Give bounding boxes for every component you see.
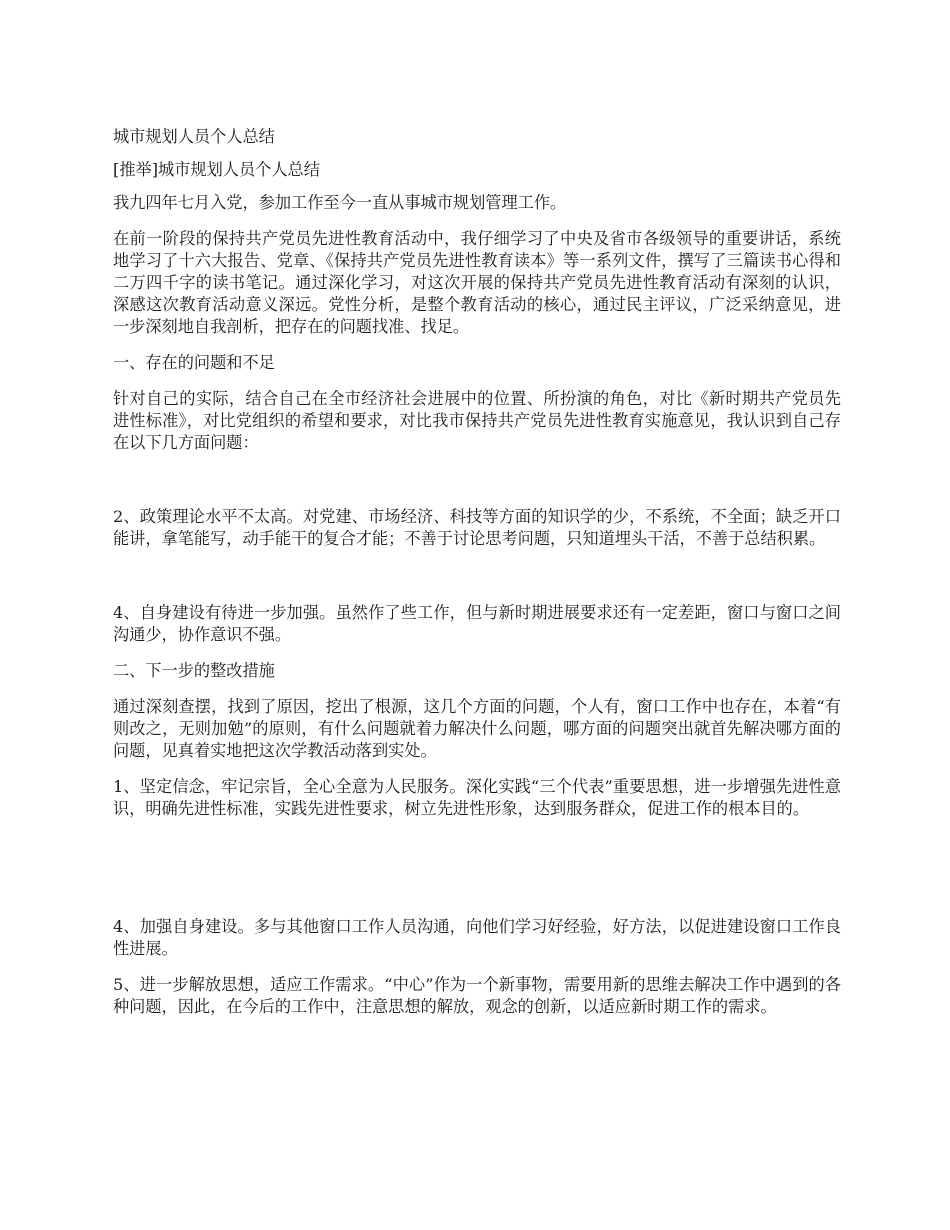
blank-gap bbox=[113, 834, 841, 916]
section1-heading: 一、存在的问题和不足 bbox=[113, 353, 275, 372]
document-subtitle: [推举]城市规划人员个人总结 bbox=[113, 160, 320, 179]
document-body bbox=[113, 126, 841, 1032]
blank-gap bbox=[113, 564, 841, 602]
problem-2-paragraph: 2、政策理论水平不太高。对党建、市场经济、科技等方面的知识学的少，不系统，不全面；缺乏开口能讲，拿笔能写，动手能干的复合才能；不善于讨论思考问题，只知道埋头干活，不善于总结积累。 bbox=[113, 507, 841, 548]
background-paragraph: 在前一阶段的保持共产党员先进性教育活动中，我仔细学习了中央及省市各级领导的重要讲话，系统地学习了十六大报告、党章、《保持共产党员先进性教育读本》等一系列文件，撰写了三篇读书心得和二万四千字的读书笔记。通过深化学习，对这次开展的保持共产党员先进性教育活动有深刻的认识，深感这次教育活动意义深远。党性分析，是整个教育活动的核心，通过民主评议，广泛采纳意见，进一步深刻地自我剖析，把存在的问题找准、找足。 bbox=[113, 229, 841, 336]
blank-gap bbox=[113, 468, 841, 506]
measure-1-paragraph: 1、坚定信念，牢记宗旨，全心全意为人民服务。深化实践“三个代表”重要思想，进一步增强先进性意识，明确先进性标准，实践先进性要求，树立先进性形象，达到服务群众，促进工作的根本目的。 bbox=[113, 777, 841, 818]
section2-heading: 二、下一步的整改措施 bbox=[113, 661, 275, 680]
problem-4-paragraph: 4、自身建设有待进一步加强。虽然作了些工作，但与新时期进展要求还有一定差距，窗口与窗口之间沟通少，协作意识不强。 bbox=[113, 603, 841, 644]
measure-4-paragraph: 4、加强自身建设。多与其他窗口工作人员沟通，向他们学习好经验，好方法，以促进建设窗口工作良性进展。 bbox=[113, 917, 841, 958]
intro-paragraph: 我九四年七月入党，参加工作至今一直从事城市规划管理工作。 bbox=[113, 193, 567, 212]
document-title: 城市规划人员个人总结 bbox=[113, 127, 275, 146]
section1-intro-paragraph: 针对自己的实际，结合自己在全市经济社会进展中的位置、所扮演的角色，对比《新时期共产党员先进性标准》，对比党组织的希望和要求，对比我市保持共产党员先进性教育实施意见，我认识到自己存在以下几方面问题： bbox=[113, 389, 841, 452]
section2-intro-paragraph: 通过深刻查摆，找到了原因，挖出了根源，这几个方面的问题，个人有，窗口工作中也存在，本着“有则改之，无则加勉”的原则，有什么问题就着力解决什么问题，哪方面的问题突出就首先解决哪方面的问题，见真着实地把这次学教活动落到实处。 bbox=[113, 697, 841, 760]
measure-5-paragraph: 5、进一步解放思想，适应工作需求。“中心”作为一个新事物，需要用新的思维去解决工作中遇到的各种问题，因此，在今后的工作中，注意思想的解放，观念的创新，以适应新时期工作的需求。 bbox=[113, 975, 841, 1016]
